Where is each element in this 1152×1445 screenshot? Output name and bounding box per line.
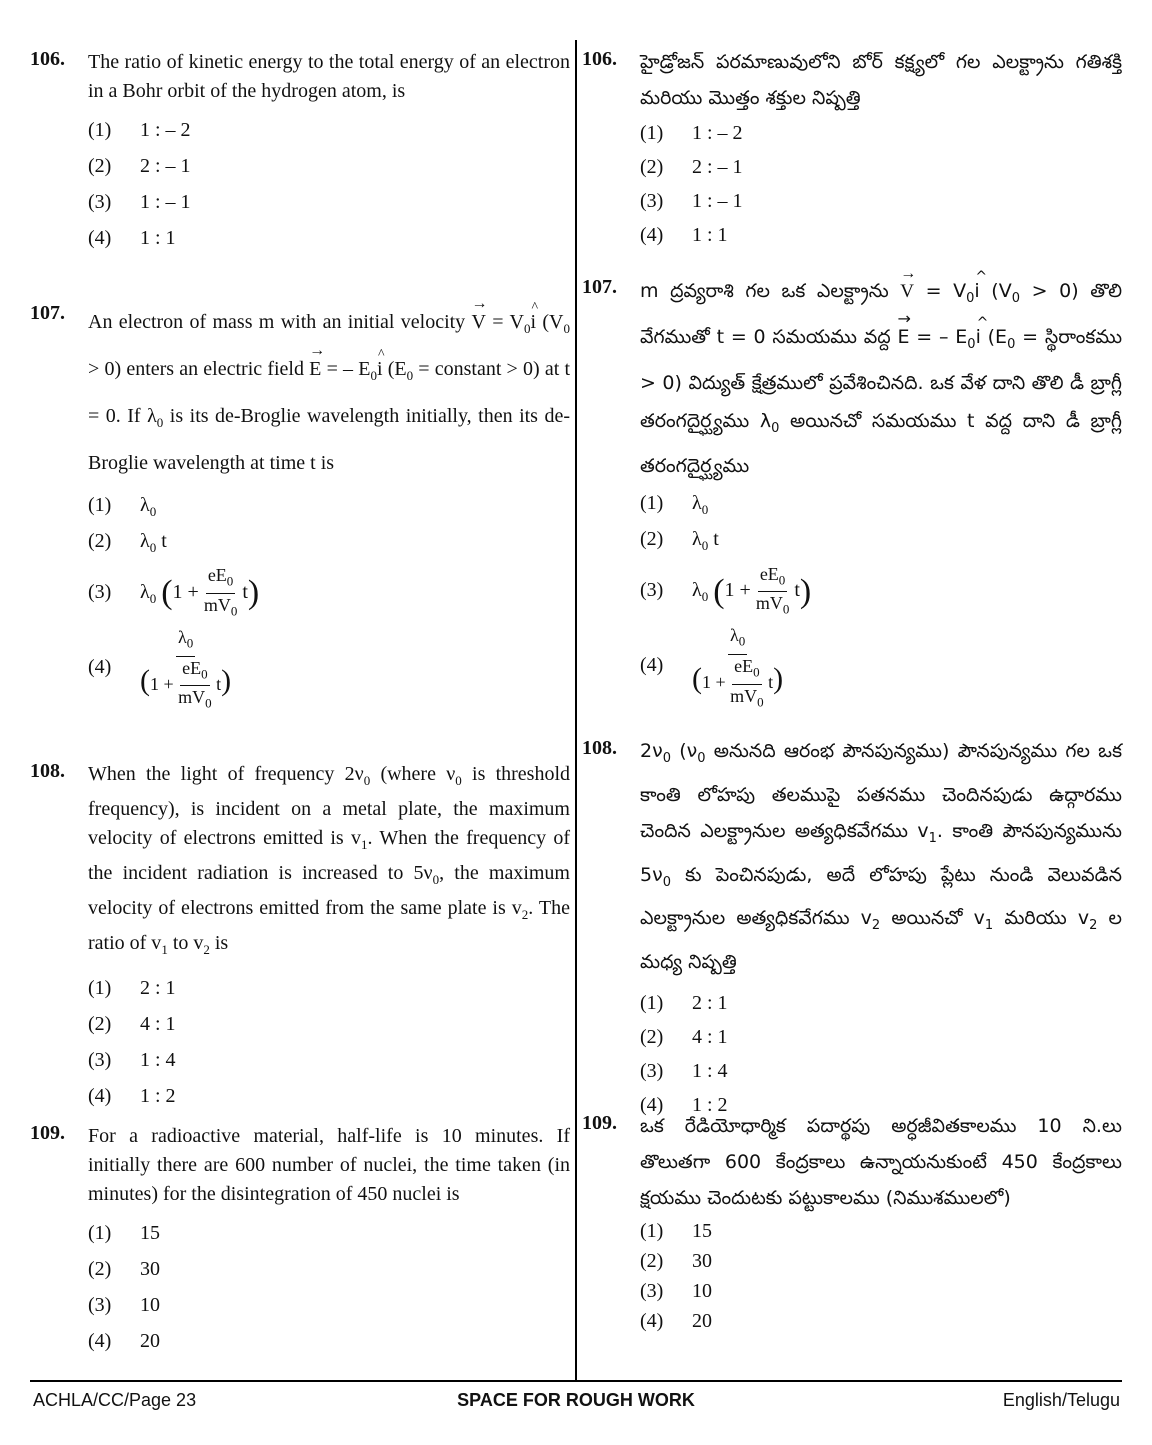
option-4[interactable]: (4) 1 : 2 (88, 1085, 176, 1107)
option-2[interactable]: (2) 30 (88, 1258, 160, 1280)
option-1[interactable]: (1) 15 (640, 1220, 712, 1242)
question-stem: m ద్రవ్యరాశి గల ఒక ఎలక్ట్రాను → $V = V_0\^{}$ i $(V_0 > 0)$ తొలి వేగముతో t = 0 సమయము వద్ద → E = – $E_0\^{}$ i ($E_0$ = స్థిరాంకము > 0) విద్యుత్ క్షేత్రములో ప్రవేశించినది. ఒక వేళ దాని తొలి డీ బ్రాగ్లీ తరంగదైర్ఘ్యము $\lambda_0$ అయినచో సమయము t వద్ద దాని డీ బ్రాగ్లీ తరంగదైర్ఘ్యము (640, 272, 1122, 485)
option-4[interactable]: (4) $\lambda_0$ (1 + $\frac{eE_0}{mV_0}$ t) (640, 625, 784, 710)
option-2[interactable]: (2) 4 : 1 (640, 1026, 728, 1049)
question-108-te (582, 733, 1122, 1122)
option-1[interactable]: (1) $\lambda_0$ (88, 494, 157, 519)
option-2[interactable]: (2) $\lambda_0$ t (88, 530, 167, 555)
question-stem: ఒక రేడియోధార్మిక పదార్థపు అర్ధజీవితకాలము 10 ని.లు తొలుతగా 600 కేంద్రకాలు ఉన్నాయనుకుంటే 450 కేంద్రకాలు క్షయము చెందుటకు పట్టుకాలము (నిముశములలో) (640, 1115, 1122, 1209)
option-3[interactable]: (3) 1 : – 1 (640, 190, 743, 212)
question-stem: The ratio of kinetic energy to the total energy of an electron in a Bohr orbit of the hydrogen atom, is (88, 51, 570, 102)
option-4[interactable]: (4) 1 : 2 (640, 1094, 728, 1117)
option-1[interactable]: (1) 1 : – 2 (88, 119, 191, 141)
question-109-te (582, 1108, 1122, 1336)
question-number: 107. (582, 276, 617, 298)
question-number: 108. (30, 760, 65, 782)
language-label: English/Telugu (1002, 1390, 1120, 1410)
question-number: 108. (582, 737, 617, 759)
question-number: 109. (582, 1112, 617, 1134)
option-3[interactable]: (3) 1 : 4 (640, 1060, 728, 1083)
option-3[interactable]: (3) $\lambda_0$ (1 + $\frac{eE_0}{mV_0}$ t) (640, 563, 812, 617)
question-number: 106. (582, 48, 617, 70)
page-code: ACHLA/CC/Page 23 (33, 1390, 197, 1410)
option-1[interactable]: (1) 15 (88, 1222, 160, 1244)
option-1[interactable]: (1) 2 : 1 (88, 977, 176, 999)
option-1[interactable]: (1) $\lambda_0$ (640, 492, 709, 518)
question-109-en (30, 1122, 570, 1359)
option-2[interactable]: (2) 2 : – 1 (640, 156, 743, 178)
option-2[interactable]: (2) 30 (640, 1250, 712, 1272)
option-1[interactable]: (1) 2 : 1 (640, 992, 728, 1015)
question-stem: An electron of mass m with an initial velocity → $V = V_0\^{}$ i $(V_0 > 0)$ enters an electric field → E = – $E_0\^{}$ i ($E_0$ = constant > 0) at t = 0. If $\lambda_0$ is its de-Broglie wavelength initially, then its de-Broglie wavelength at time t is (88, 302, 570, 483)
option-2[interactable]: (2) 4 : 1 (88, 1013, 176, 1035)
question-number: 106. (30, 48, 65, 70)
option-4[interactable]: (4) 20 (640, 1310, 712, 1332)
question-106-en (30, 48, 570, 256)
option-3[interactable]: (3) 1 : 4 (88, 1049, 176, 1071)
question-106-te (582, 44, 1122, 252)
question-107-te (582, 272, 1123, 710)
question-number: 107. (30, 302, 65, 324)
footer-rule (30, 1380, 1122, 1382)
option-2[interactable]: (2) $\lambda_0$ t (640, 528, 719, 554)
option-3[interactable]: (3) $\lambda_0$ (1 + $\frac{eE_0}{mV_0}$ t) (88, 565, 260, 619)
question-108-en (30, 760, 570, 1114)
option-3[interactable]: (3) 10 (640, 1280, 712, 1302)
rough-work-label: SPACE FOR ROUGH WORK (457, 1390, 695, 1410)
option-2[interactable]: (2) 2 : – 1 (88, 155, 191, 177)
question-number: 109. (30, 1122, 65, 1144)
question-stem: For a radioactive material, half-life is 10 minutes. If initially there are 600 number of nuclei, the time taken (in minutes) for the disintegration of 450 nuclei is (88, 1125, 570, 1205)
option-4[interactable]: (4) 20 (88, 1330, 160, 1352)
option-1[interactable]: (1) 1 : – 2 (640, 122, 743, 144)
column-divider (575, 40, 577, 1380)
question-stem: When the light of frequency $2\nu_0$ (where $\nu_0$ is threshold frequency), is incident on a metal plate, the maximum velocity of electrons emitted is $v_1$. When the frequency of the incident radiation is increased to $5\nu_0$, the maximum velocity of electrons emitted from the same plate is $v_2$. The ratio of $v_1$ to $v_2$ is (88, 763, 571, 957)
option-4[interactable]: (4) 1 : 1 (640, 224, 728, 246)
question-107-en (30, 302, 570, 709)
option-4[interactable]: (4) $\lambda_0$ (1 + $\frac{eE_0}{mV_0}$ t) (88, 627, 232, 711)
question-stem: హైడ్రోజన్ పరమాణువులోని బోర్ కక్ష్యలో గల ఎలక్ట్రాను గతిశక్తి మరియు మొత్తం శక్తుల నిష్పత్తి (640, 51, 1122, 109)
option-3[interactable]: (3) 1 : – 1 (88, 191, 191, 213)
question-stem: $2\nu_0$ ($\nu_0$ అనునది ఆరంభ పౌనపున్యము) పౌనపున్యము గల ఒక కాంతి లోహపు తలముపై పతనము చెందినపుడు ఉద్గారము చెందిన ఎలక్ట్రానుల అత్యధికవేగము $v_1$. కాంతి పౌనపున్యమును $5\nu_0$ కు పెంచినపుడు, అదే లోహపు ప్లేటు నుండి వెలువడిన ఎలక్ట్రానుల అత్యధికవేగము $v_2$ అయినచో $v_1$ మరియు $v_2$ ల మధ్య నిష్పత్తి (640, 740, 1122, 974)
option-3[interactable]: (3) 10 (88, 1294, 160, 1316)
option-4[interactable]: (4) 1 : 1 (88, 227, 176, 249)
